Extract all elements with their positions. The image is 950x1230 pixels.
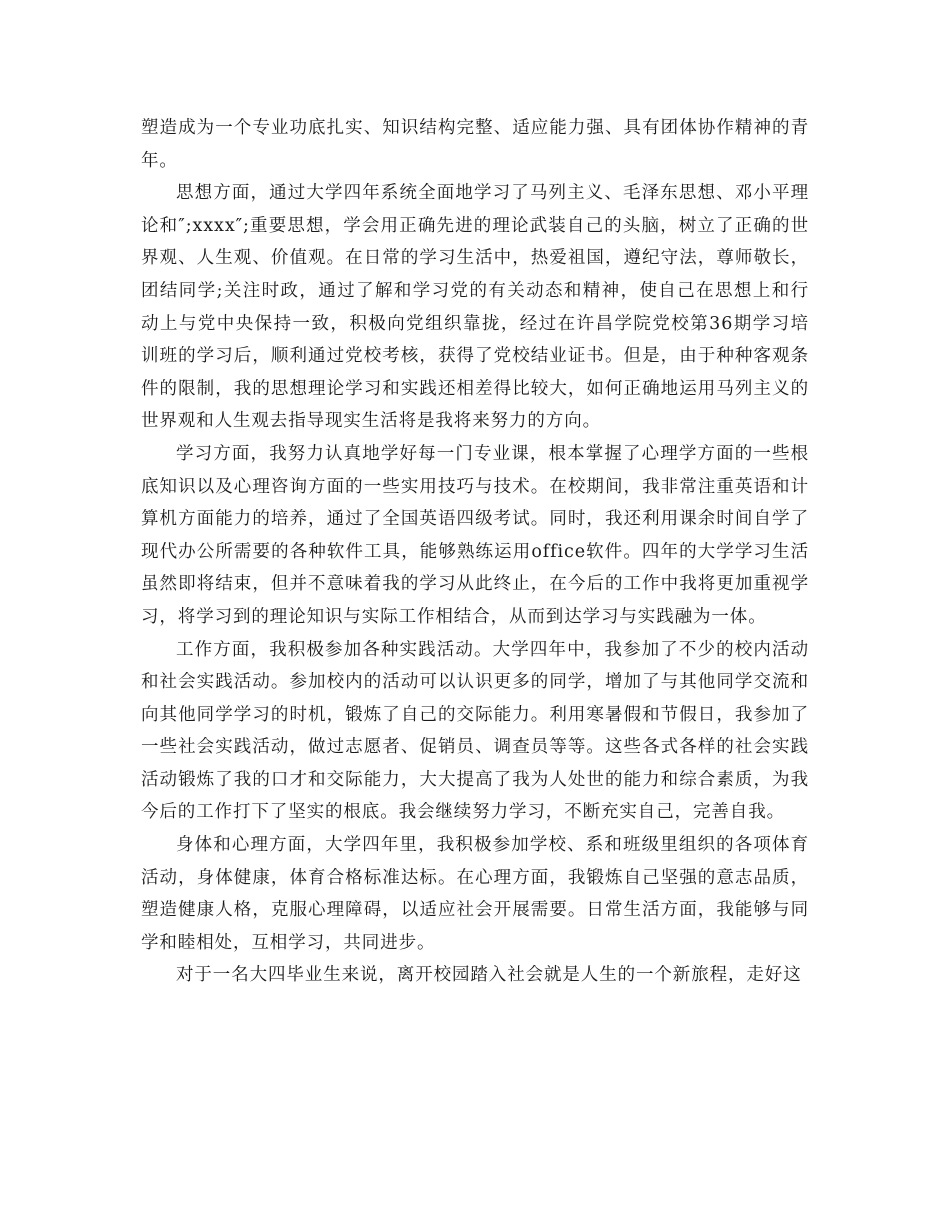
paragraph-continuation: 塑造成为一个专业功底扎实、知识结构完整、适应能力强、具有团体协作精神的青年。 [141, 118, 809, 171]
document-body [141, 112, 809, 992]
paragraph-health: 身体和心理方面，大学四年里，我积极参加学校、系和班级里组织的各项体育活动，身体健康，体育合格标准达标。在心理方面，我锻炼自己坚强的意志品质，塑造健康人格，克服心理障碍，以适应社会开展需要。日常生活方面，我能够与同学和睦相处，互相学习，共同进步。 [141, 835, 809, 953]
paragraph-ideology: 思想方面，通过大学四年系统全面地学习了马列主义、毛泽东思想、邓小平理论和″;xxxx″;重要思想，学会用正确先进的理论武装自己的头脑，树立了正确的世界观、人生观、价值观。在日常的学习生活中，热爱祖国，遵纪守法，尊师敬长，团结同学;关注时政，通过了解和学习党的有关动态和精神，使自己在思想上和行动上与党中央保持一致，积极向党组织靠拢，经过在许昌学院党校第36期学习培训班的学习后，顺利通过党校考核，获得了党校结业证书。但是，由于种种客观条件的限制，我的思想理论学习和实践还相差得比较大，如何正确地运用马列主义的世界观和人生观去指导现实生活将是我将来努力的方向。 [141, 183, 809, 432]
paragraph-work: 工作方面，我积极参加各种实践活动。大学四年中，我参加了不少的校内活动和社会实践活动。参加校内的活动可以认识更多的同学，增加了与其他同学交流和向其他同学学习的时机，锻炼了自己的交际能力。利用寒暑假和节假日，我参加了一些社会实践活动，做过志愿者、促销员、调查员等等。这些各式各样的社会实践活动锻炼了我的口才和交际能力，大大提高了我为人处世的能力和综合素质，为我今后的工作打下了坚实的根底。我会继续努力学习，不断充实自己，完善自我。 [141, 639, 809, 823]
paragraph-graduation: 对于一名大四毕业生来说，离开校园踏入社会就是人生的一个新旅程，走好这 [176, 965, 802, 986]
paragraph-study: 学习方面，我努力认真地学好每一门专业课，根本掌握了心理学方面的一些根底知识以及心理咨询方面的一些实用技巧与技术。在校期间，我非常注重英语和计算机方面能力的培养，通过了全国英语四级考试。同时，我还利用课余时间自学了现代办公所需要的各种软件工具，能够熟练运用office软件。四年的大学学习生活虽然即将结束，但并不意味着我的学习从此终止，在今后的工作中我将更加重视学习，将学习到的理论知识与实际工作相结合，从而到达学习与实践融为一体。 [141, 443, 809, 627]
